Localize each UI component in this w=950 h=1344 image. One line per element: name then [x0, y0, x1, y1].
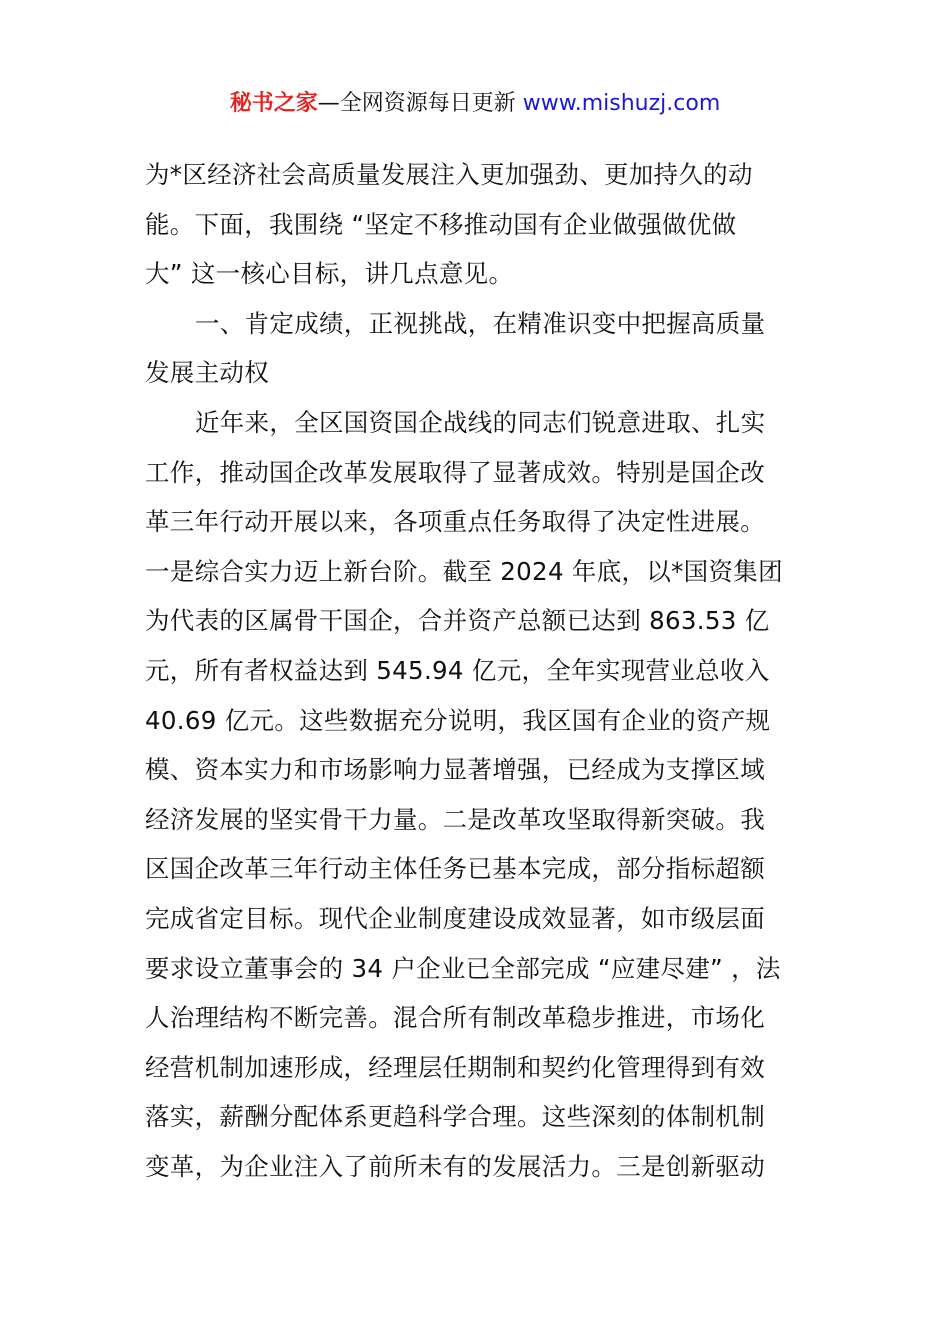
section-heading-continued: 发展主动权 — [145, 358, 269, 388]
text-line: 为代表的区属骨干国企，合并资产总额已达到 863.53 亿 — [145, 606, 770, 636]
section-heading: 一、肯定成绩，正视挑战，在精准识变中把握高质量 — [195, 308, 766, 338]
text-line: 革三年行动开展以来，各项重点任务取得了决定性进展。 — [145, 507, 765, 537]
text-line: 为*区经济社会高质量发展注入更加强劲、更加持久的动 — [145, 160, 753, 189]
text-line: 工作，推动国企改革发展取得了显著成效。特别是国企改 — [145, 457, 765, 487]
text-line: 能。下面，我围绕 “坚定不移推动国有企业做强做优做 — [145, 209, 737, 239]
text-line: 一是综合实力迈上新台阶。截至 2024 年底，以*国资集团 — [145, 556, 783, 586]
text-line: 经营机制加速形成，经理层任期制和契约化管理得到有效 — [145, 1052, 765, 1082]
text-line: 人治理结构不断完善。混合所有制改革稳步推进，市场化 — [145, 1003, 765, 1033]
text-line: 完成省定目标。现代企业制度建设成效显著，如市级层面 — [145, 903, 765, 933]
text-line: 落实，薪酬分配体系更趋科学合理。这些深刻的体制机制 — [145, 1102, 765, 1132]
text-line: 元，所有者权益达到 545.94 亿元，全年实现营业总收入 — [145, 655, 770, 685]
text-line: 变革，为企业注入了前所未有的发展活力。三是创新驱动 — [145, 1151, 765, 1181]
paragraph-start: 近年来，全区国资国企战线的同志们锐意进取、扎实 — [195, 407, 766, 437]
text-line: 要求设立董事会的 34 户企业已全部完成 “应建尽建” ，法 — [145, 953, 781, 983]
brand-name: 秘书之家 — [229, 91, 318, 116]
page-header — [0, 88, 950, 120]
text-line: 经济发展的坚实骨干力量。二是改革攻坚取得新突破。我 — [145, 804, 765, 834]
site-url-link[interactable]: www.mishuzj.com — [522, 91, 721, 116]
header-tagline: —全网资源每日更新 — [317, 91, 523, 116]
document-body — [145, 150, 825, 1191]
text-line: 模、资本实力和市场影响力显著增强，已经成为支撑区域 — [145, 755, 765, 785]
text-line: 40.69 亿元。这些数据充分说明，我区国有企业的资产规 — [145, 705, 771, 735]
text-line: 区国企改革三年行动主体任务已基本完成，部分指标超额 — [145, 854, 765, 884]
text-line: 大” 这一核心目标，讲几点意见。 — [145, 259, 514, 289]
